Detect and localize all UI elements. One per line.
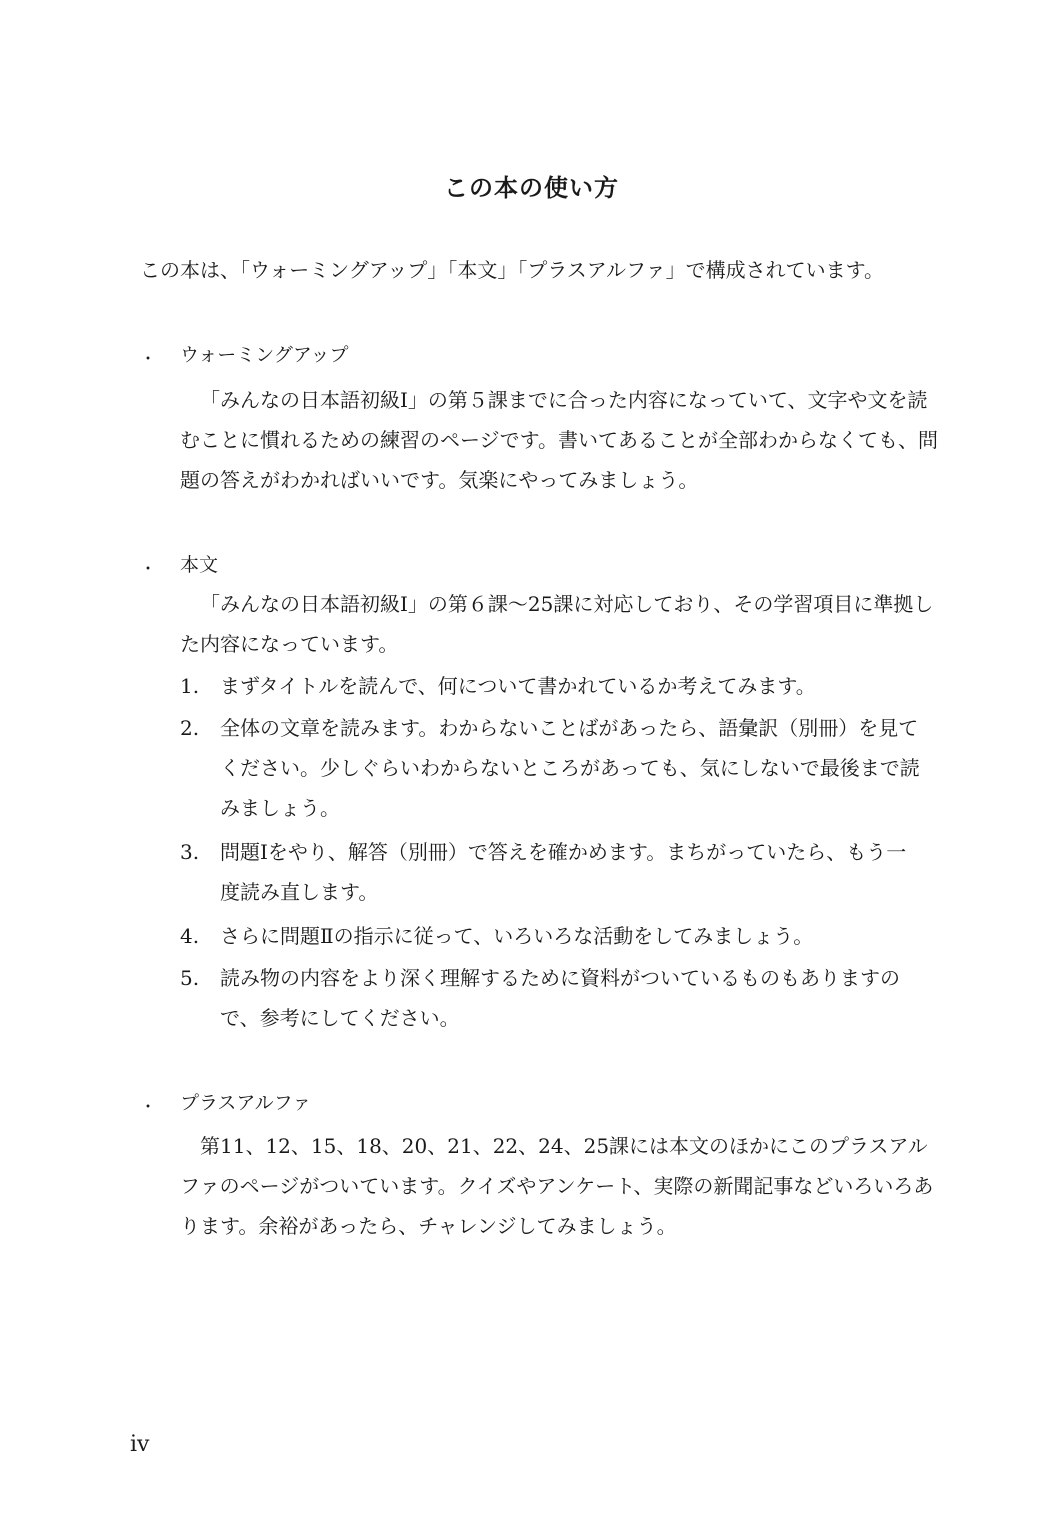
list-item-text: 全体の文章を読みます。わからないことばがあったら、語彙訳（別冊）を見てください。少しぐらいわからないところがあっても、気にしないで最後まで読みましょう。 bbox=[220, 716, 920, 820]
list-item-text: まずタイトルを読んで、何について書かれているか考えてみます。 bbox=[220, 674, 816, 698]
page-title: この本の使い方 bbox=[444, 173, 619, 202]
section-heading: ウォーミングアップ bbox=[180, 344, 349, 366]
list-item bbox=[180, 666, 940, 706]
list-item bbox=[180, 832, 940, 912]
list-item-text: 問題Ⅰをやり、解答（別冊）で答えを確かめます。まちがっていたら、もう一度読み直します。 bbox=[220, 840, 907, 904]
page-number: iv bbox=[130, 1432, 150, 1457]
list-item-text: 読み物の内容をより深く理解するために資料がついているものもありますので、参考にしてください。 bbox=[220, 966, 900, 1030]
bullet-marker: ・ bbox=[140, 1097, 157, 1116]
list-item-number: 4. bbox=[180, 924, 200, 948]
list-item-text: さらに問題Ⅱの指示に従って、いろいろな活動をしてみましょう。 bbox=[220, 924, 814, 948]
list-item bbox=[180, 708, 940, 828]
intro-text: この本は、「ウォーミングアップ」「本文」「プラスアルファ」で構成されています。 bbox=[140, 258, 884, 282]
section-heading: プラスアルファ bbox=[180, 1092, 312, 1114]
section-heading: 本文 bbox=[180, 554, 219, 576]
bullet-marker: ・ bbox=[140, 559, 157, 578]
list-item bbox=[180, 916, 940, 956]
list-item-number: 1. bbox=[180, 674, 200, 698]
list-item-number: 3. bbox=[180, 840, 200, 864]
section-paragraph: 「みんなの日本語初級Ⅰ」の第５課までに合った内容になっていて、文字や文を読むことに慣れるための練習のページです。書いてあることが全部わからなくても、問題の答えがわかればいいです。気楽にやってみましょう。 bbox=[180, 388, 938, 492]
section-paragraph: 第11、12、15、18、20、21、22、24、25課には本文のほかにこのプラスアルファのページがついています。クイズやアンケート、実際の新聞記事などいろいろあります。余裕があったら、チャレンジしてみましょう。 bbox=[180, 1134, 934, 1238]
bullet-marker: ・ bbox=[140, 349, 157, 368]
list-item-number: 2. bbox=[180, 716, 200, 740]
section-paragraph: 「みんなの日本語初級Ⅰ」の第６課〜25課に対応しており、その学習項目に準拠した内容になっています。 bbox=[180, 592, 934, 656]
list-item-number: 5. bbox=[180, 966, 200, 990]
list-item bbox=[180, 958, 940, 1038]
